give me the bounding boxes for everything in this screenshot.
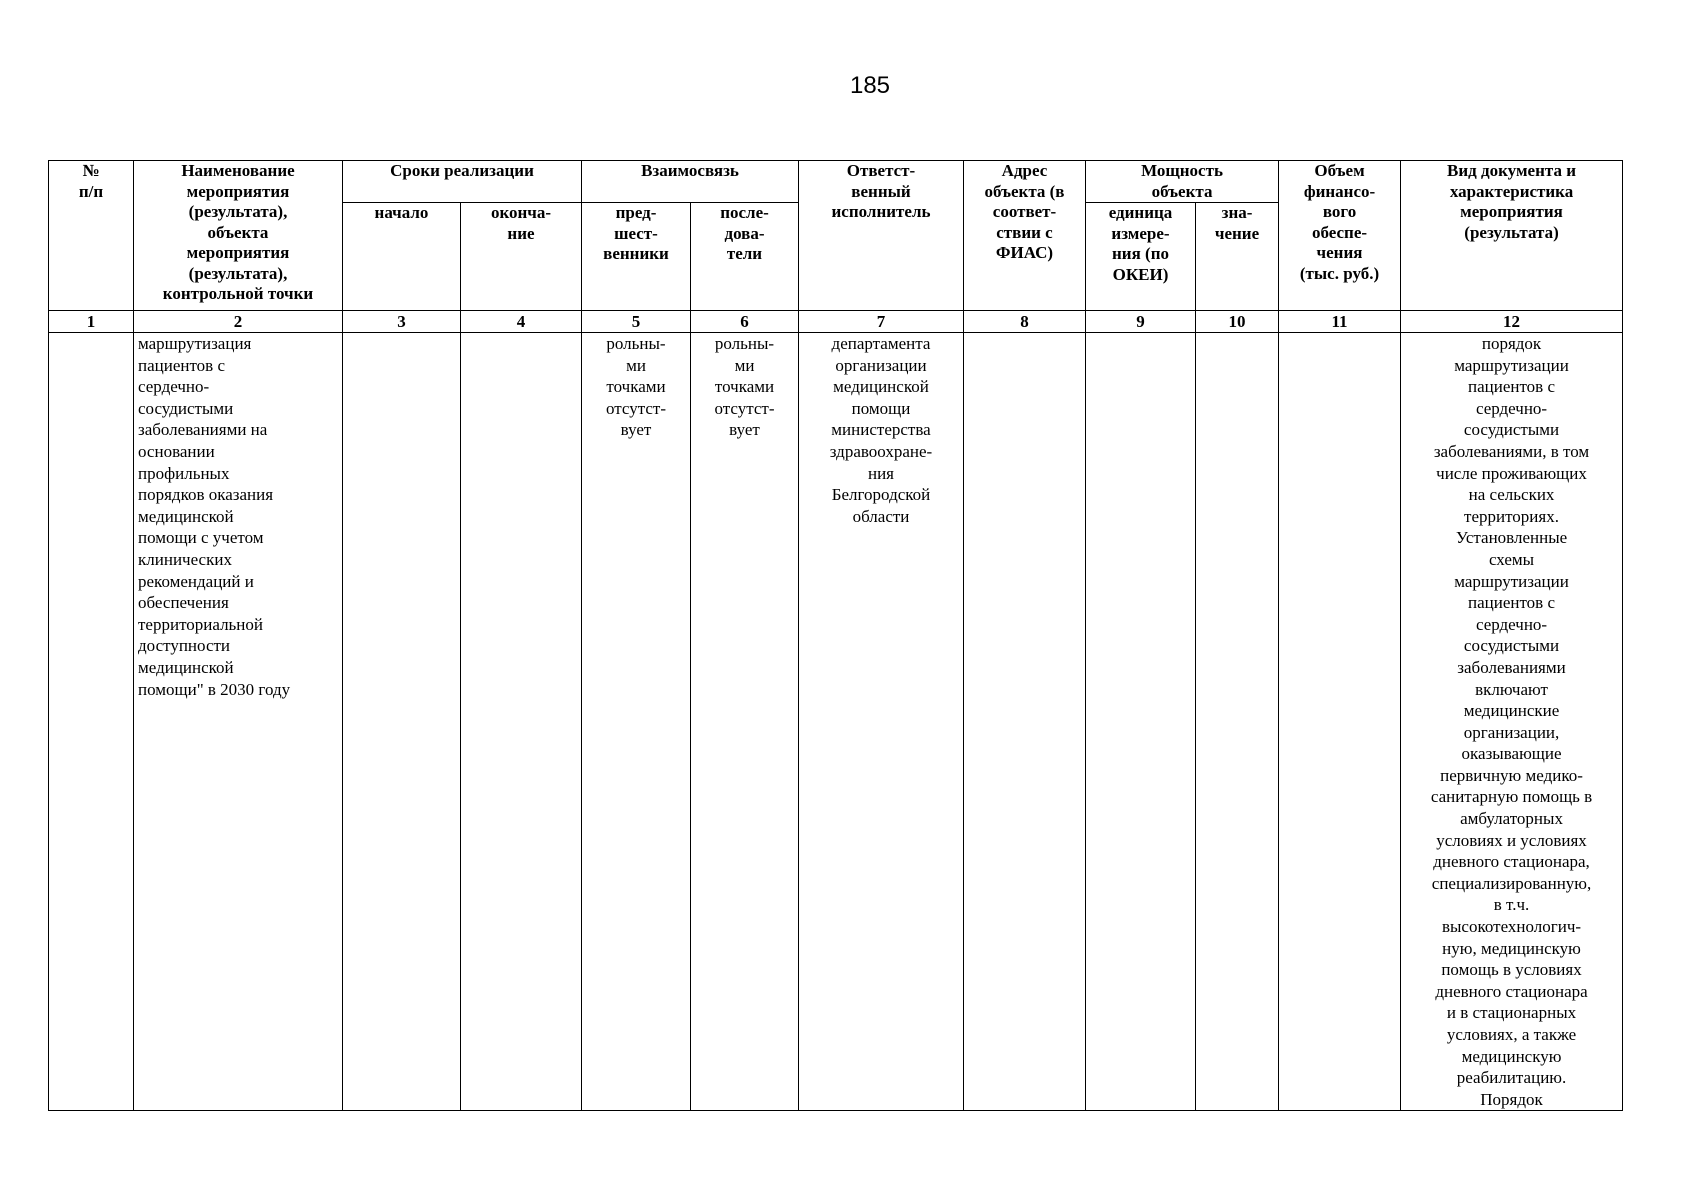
header-object-address: Адрес объекта (в соответ- ствии с ФИАС) bbox=[964, 161, 1086, 311]
cell-unit bbox=[1086, 333, 1196, 1111]
column-number: 8 bbox=[964, 311, 1086, 333]
header-successors: после- дова- тели bbox=[691, 203, 799, 311]
header-responsible-executor: Ответст- венный исполнитель bbox=[799, 161, 964, 311]
column-number: 2 bbox=[134, 311, 343, 333]
header-number: № п/п bbox=[49, 161, 134, 311]
header-document-type: Вид документа и характеристика мероприятия (результата) bbox=[1401, 161, 1623, 311]
header-value: зна- чение bbox=[1196, 203, 1279, 311]
column-number: 3 bbox=[343, 311, 461, 333]
header-object-capacity: Мощность объекта bbox=[1086, 161, 1279, 203]
header-activity-name: Наименование мероприятия (результата), объекта мероприятия (результата), контрольной точки bbox=[134, 161, 343, 311]
page-number: 185 bbox=[849, 72, 891, 99]
header-relationship: Взаимосвязь bbox=[582, 161, 799, 203]
header-start: начало bbox=[343, 203, 461, 311]
cell-funding bbox=[1279, 333, 1401, 1111]
header-predecessors: пред- шест- венники bbox=[582, 203, 691, 311]
column-number: 10 bbox=[1196, 311, 1279, 333]
header-end: оконча- ние bbox=[461, 203, 582, 311]
column-number-row bbox=[49, 311, 1623, 333]
cell-activity-name: маршрутизация пациентов с сердечно- сосудистыми заболеваниями на основании профильных порядков оказания медицинской помощи с учетом клинических рекомендаций и обеспечения территориальной доступности медицинской помощи" в 2030 году bbox=[134, 333, 343, 1111]
column-number: 1 bbox=[49, 311, 134, 333]
column-number: 9 bbox=[1086, 311, 1196, 333]
header-implementation-terms: Сроки реализации bbox=[343, 161, 582, 203]
column-number: 6 bbox=[691, 311, 799, 333]
cell-end bbox=[461, 333, 582, 1111]
cell-start bbox=[343, 333, 461, 1111]
column-number: 4 bbox=[461, 311, 582, 333]
header-unit-okei: единица измере- ния (по ОКЕИ) bbox=[1086, 203, 1196, 311]
cell-successors: рольны- ми точками отсутст- вует bbox=[691, 333, 799, 1111]
column-number: 7 bbox=[799, 311, 964, 333]
activities-table bbox=[48, 160, 1623, 1111]
cell-object-address bbox=[964, 333, 1086, 1111]
column-number: 5 bbox=[582, 311, 691, 333]
table-row bbox=[49, 333, 1623, 1111]
cell-document-type: порядок маршрутизации пациентов с сердечно- сосудистыми заболеваниями, в том числе проживающих на сельских территориях. Установленные схемы маршрутизации пациентов с сердечно- сосудистыми заболеваниями включают медицинские организации, оказывающие первичную медико- санитарную помощь в амбулаторных условиях и условиях дневного стационара, специализированную, в т.ч. высокотехнологич- ную, медицинскую помощь в условиях дневного стационара и в стационарных условиях, а также медицинскую реабилитацию. Порядок bbox=[1401, 333, 1623, 1111]
column-number: 12 bbox=[1401, 311, 1623, 333]
cell-number bbox=[49, 333, 134, 1111]
header-funding-volume: Объем финансо- вого обеспе- чения (тыс. руб.) bbox=[1279, 161, 1401, 311]
cell-value bbox=[1196, 333, 1279, 1111]
cell-predecessors: рольны- ми точками отсутст- вует bbox=[582, 333, 691, 1111]
cell-responsible-executor: департамента организации медицинской помощи министерства здравоохране- ния Белгородской области bbox=[799, 333, 964, 1111]
column-number: 11 bbox=[1279, 311, 1401, 333]
